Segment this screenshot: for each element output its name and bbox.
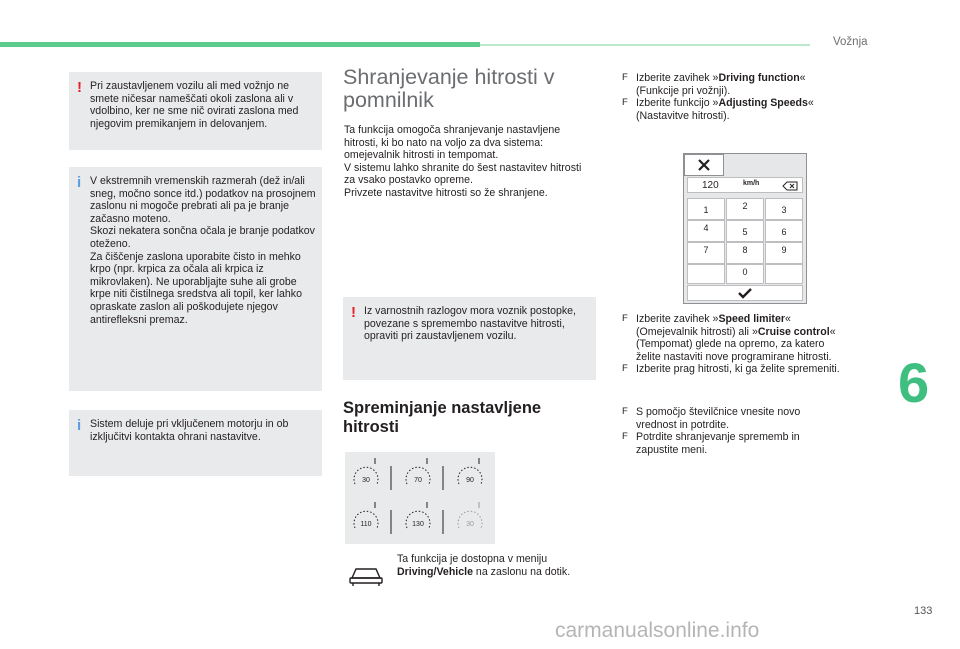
section-title: Vožnja [833,36,868,48]
speed-gauges-panel [345,452,495,544]
chapter-number: 6 [898,351,930,414]
menu-vehicle: Vehicle [436,565,473,578]
intro-p1: Ta funkcija omogoča shranjevanje nastavljene hitrosti, ki bo nato na voljo za dva sistema: omejevalnik hitrosti in tempomat. [344,124,561,162]
key-9: 9 [765,242,803,264]
gauge-label: 110 [360,521,372,528]
keypad-illustration [683,153,807,304]
speed-entry-field [687,177,803,193]
speed-value: 120 [702,180,719,191]
list-item: F Potrdite shranjevanje sprememb in zapustite meni. [622,431,800,456]
watermark: carmanualsonline.info [555,619,760,642]
close-icon [697,158,711,172]
info-text-settings: Sistem deluje pri vključenem motorju in ob izključitvi kontakta ohrani nastavitve. [90,418,289,443]
steps-list-2 [622,313,852,376]
warning-box-safety [343,297,596,380]
key-empty-left [687,264,725,284]
close-key [684,154,724,176]
list-item: F Izberite zavihek »Speed limiter« (Omejevalnik hitrosti) ali »Cruise control« (Tempomat) glede na opremo, za katero želite nastaviti nove programirane hitrosti. [622,313,836,363]
warning-text: Pri zaustavljenem vozilu ali med vožnjo ne smete ničesar nameščati okoli zaslona ali v vdolbino, ker ne sme nič ovirati zaslona med njegovim premikanjem in delovanjem. [90,80,299,130]
key-empty-right [765,264,803,284]
key-4: 4 [687,220,725,242]
info-text-weather: V ekstremnih vremenskih razmerah (dež in/ali sneg, močno sonce itd.) podatkov na prosojnem zaslonu ni mogoče prebrati ali pa je branje začasno moteno. [90,175,316,225]
checkmark-icon [737,288,753,299]
key-1: 1 [687,198,725,220]
warning-box-screen [69,72,322,150]
checkbox-icon: F [622,72,628,83]
menu-note: Ta funkcija je dostopna v meniju Driving/Vehicle na zaslonu na dotik. [397,553,571,578]
exclamation-icon: ! [351,304,356,321]
key-6: 6 [765,220,803,242]
list-item: F Izberite prag hitrosti, ki ga želite spremeniti. [622,363,840,376]
gauge-label: 30 [362,477,370,484]
checkbox-icon: F [622,406,628,417]
menu-driving: Driving [397,565,434,578]
info-text-glasses: Skozi nekatera sončna očala je branje podatkov oteženo. [90,225,315,250]
info-icon: i [77,417,82,434]
gauge-label: 130 [412,521,424,528]
gauge-label: 70 [414,477,422,484]
key-7: 7 [687,242,725,264]
info-text-cleaning: Za čiščenje zaslona uporabite čisto in mehko krpo (npr. krpica za očala ali krpica iz mikrovlaken). Ne uporabljajte suhe ali grobe krpe niti čistilnega sredstva ali topil, ker lahko opraskate zaslon ali poškodujete njegov antirefleksni premaz. [90,250,302,326]
steps-list-3 [622,406,827,456]
info-box-settings [69,410,322,476]
intro-paragraph [344,124,594,200]
steps-list-1 [622,72,837,122]
intro-p2: V sistemu lahko shranite do šest nastavitev hitrosti za vsako postavko opreme. [344,161,582,187]
key-5: 5 [726,220,764,242]
heading-speed-memory: Shranjevanje hitrosti v pomnilnik [343,65,555,112]
list-item: F Izberite funkcijo »Adjusting Speeds« (Nastavitve hitrosti). [622,97,814,122]
heading-change-speed: Spreminjanje nastavljene hitrosti [343,399,542,436]
gauge-label: 90 [466,477,474,484]
confirm-key [687,285,803,301]
page-number: 133 [914,605,933,617]
checkbox-icon: F [622,431,628,443]
gauge-label: 30 [466,521,474,528]
exclamation-icon: ! [77,79,82,96]
speedometer-icons [345,452,495,544]
checkbox-icon: F [622,97,628,109]
speed-unit: km/h [743,180,760,187]
accent-bar [0,42,480,47]
info-icon: i [77,174,82,191]
key-8: 8 [726,242,764,264]
key-0: 0 [726,264,764,284]
list-item: F S pomočjo številčnice vnesite novo vrednost in potrdite. [622,406,801,431]
key-3: 3 [765,198,803,220]
key-2: 2 [726,198,764,220]
backspace-icon [782,181,798,191]
info-box-weather [69,167,322,391]
checkbox-icon: F [622,363,628,375]
accent-bar-light [480,44,810,46]
car-icon [348,563,384,587]
warning-text-safety: Iz varnostnih razlogov mora voznik postopke, povezane s spremembo nastavitve hitrosti, opraviti pri zaustavljenem vozilu. [364,305,576,343]
checkbox-icon: F [622,313,628,324]
list-item: F Izberite zavihek »Driving function« (Funkcije pri vožnji). [622,72,806,97]
intro-p3: Privzete nastavitve hitrosti so že shranjene. [344,186,548,199]
